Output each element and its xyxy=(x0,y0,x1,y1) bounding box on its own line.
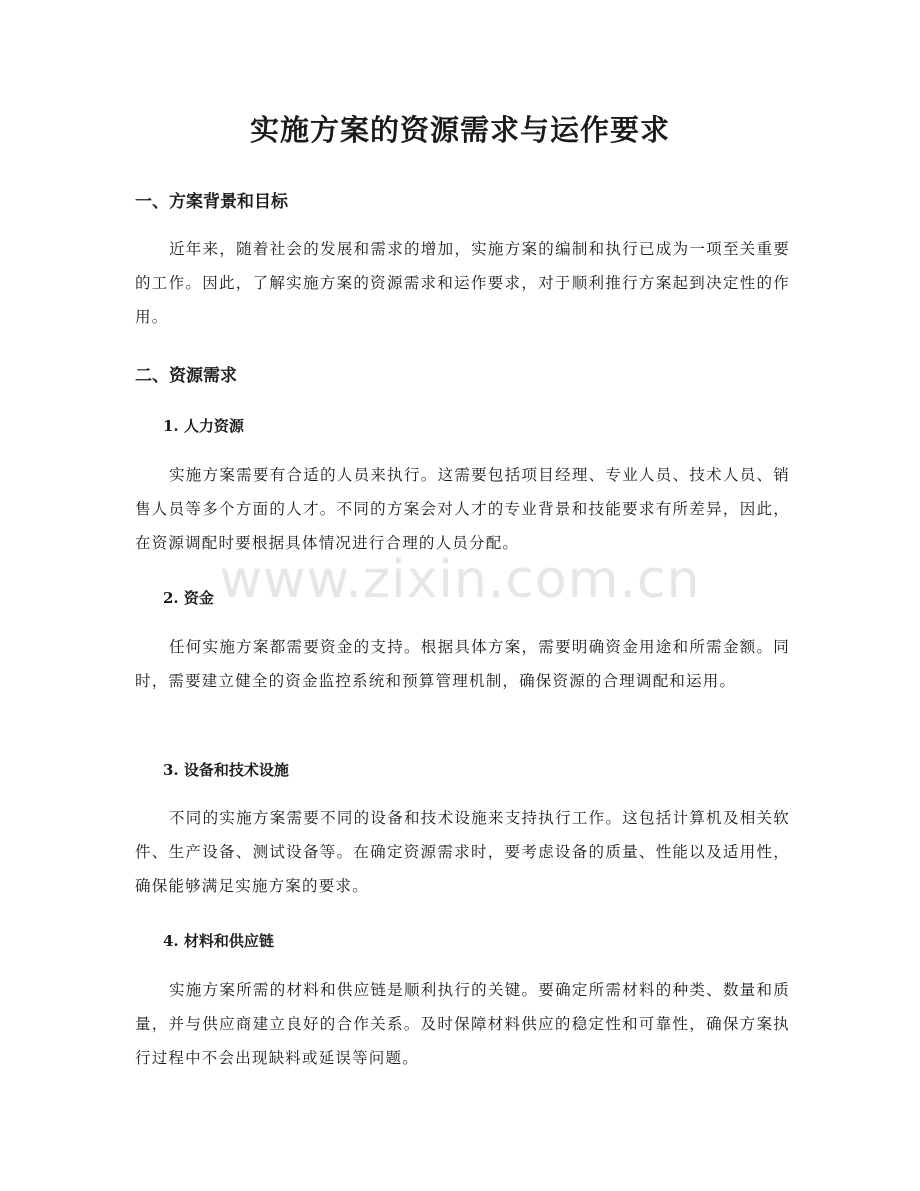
paragraph-equipment: 不同的实施方案需要不同的设备和技术设施来支持执行工作。这包括计算机及相关软件、生产设备、测试设备等。在确定资源需求时，要考虑设备的质量、性能以及适用性，确保能够满足实施方案的要求。 xyxy=(135,809,790,895)
section-paragraph-background: 近年来，随着社会的发展和需求的增加，实施方案的编制和执行已成为一项至关重要的工作。因此，了解实施方案的资源需求和运作要求，对于顺利推行方案起到决定性的作用。 xyxy=(135,240,790,326)
page-title: 实施方案的资源需求与运作要求 xyxy=(249,113,670,147)
subheading-funds: 2. 资金 xyxy=(163,589,214,607)
watermark: www.zixin.com.cn xyxy=(219,550,701,610)
paragraph-materials: 实施方案所需的材料和供应链是顺利执行的关键。要确定所需材料的种类、数量和质量，并与供应商建立良好的合作关系。及时保障材料供应的稳定性和可靠性，确保方案执行过程中不会出现缺料或延误等问题。 xyxy=(135,981,790,1067)
subheading-human-resources: 1. 人力资源 xyxy=(163,417,244,435)
paragraph-funds: 任何实施方案都需要资金的支持。根据具体方案，需要明确资金用途和所需金额。同时，需要建立健全的资金监控系统和预算管理机制，确保资源的合理调配和运用。 xyxy=(135,638,790,690)
subheading-materials: 4. 材料和供应链 xyxy=(163,932,274,950)
paragraph-human-resources: 实施方案需要有合适的人员来执行。这需要包括项目经理、专业人员、技术人员、销售人员等多个方面的人才。不同的方案会对人才的专业背景和技能要求有所差异，因此，在资源调配时要根据具体情况进行合理的人员分配。 xyxy=(135,466,790,552)
section-heading-background: 一、方案背景和目标 xyxy=(135,192,288,212)
section-heading-resources: 二、资源需求 xyxy=(135,366,237,386)
subheading-equipment: 3. 设备和技术设施 xyxy=(163,761,289,779)
